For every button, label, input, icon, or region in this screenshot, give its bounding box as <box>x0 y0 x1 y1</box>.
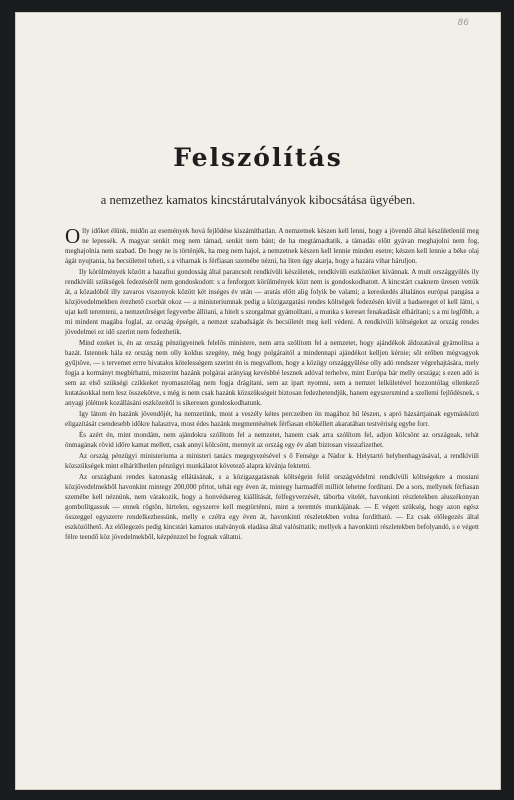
document-subtitle: a nemzethez kamatos kincstárutalványok kibocsátása ügyében. <box>100 193 416 207</box>
document-title: Felszólítás <box>173 143 343 172</box>
paragraph: Igy látom én hazánk jövendőjét, ha nemzetünk, most a veszély kétes perczeiben ön magához hű lészen, s apró házsártjainak egymásközti eligazítását csendesebb időkre halasztva, most édes hazánk megmentésének férfiasan eltökéllett akaratában testvériség egybe forr. <box>65 410 479 428</box>
paragraph: Az ország pénzügyi ministeriuma a ministeri tanács megegyezésével s ő Fensége a Nádor k. Helytartó helybenhagyásával, a rendkívüli közszükségek mint elhárítlhetlen pénzügyi munkálatot követező alapra kívánja fektetni. <box>65 452 479 470</box>
paragraph <box>65 226 479 266</box>
paragraph: És azért én, mint mondám, nem ajándokra szólítom fel a nemzetet, hanem csak arra szólítom fel, adjon kölcsönt az országnak, tehát önmagának rövid időre kamat mellett, csak annyi kölcsönt, mennyit az ország egy év alatt biztosan visszafizethet. <box>65 431 479 449</box>
paragraph: Ily körülmények között a hazafiui gondosság által parancsolt rendkívüli készületek, rendkívüli eszközöket kívánnak. A mult országgyülés ily rendkívüli szükségek fedezéséről nem gondoskodott: s a fenforgott körülmények közt nem is gondoskodhatott. A kincstárt csaknem üresen vettük át, a közadóból illy zavaros viszonyok között két inséges év után — aratás előtt alig folyik be valami; a kereskedés általános európai pangása a közjövedelmekben érezhető csorbát okoz — a ministeriumnak pedig a közigazgatási rendes költségek fedezésén kívül a hadsereget el kell látni, s ujat kell teremteni, a nemzetőrséget fegyverbe állítani, a hitelt s szorgalmat gyámolítani, a munka s kereset fenakadását elhárítani; s a mi legfőbb, a mi mindent magába foglal, az ország épségét, a nemzet szabadságát és becsületét meg kell védeni. A rendkívüli költségeket az ország rendes jövedelmei ez idő szerint nem fedezhetik. <box>65 268 479 336</box>
pencil-mark: 86 <box>457 18 469 28</box>
paragraph: Az országbani rendes katonaság ellátásának, s a közigazgatásnak költségein felül országvédelmi rendkívüli költségekre a mostani közjövedelmekből havonkint mintegy 200,000 pfrtot, tehát egy éven át, mintegy harmadfél milliót lehetne fordítani. De a sors, mellynek férfiasan szemébe kell néznünk, nem várakozik, hogy a honvédsereg kiállítását, felfegyverzését, táborba vitelét, havonkinti részletekben aluszékonyan gombolítgassuk — ennek rögtön, hirtelen, egyszerre kell megtörténni, mint a teremtés munkájának. — E végett szükség, hogy azon egész összeggel egyszerre rendelkezhessünk, melly e czélra egy éven át, havonkinti részletekben volna fordítható. — Ez csak előlegezés által eszközölhető. Az előlegezés pedig kincstári kamatos utalványok eladása által valósíttatik; mellyek a havonkinti részletekben befolyandó, s e végett félre teendő köz jövedelmekből, kézpénzzel be fognak váltatni. <box>65 473 479 541</box>
drop-cap: O <box>65 224 81 248</box>
document-page <box>15 12 501 790</box>
document-body <box>65 226 479 543</box>
paragraph-text: lly időket élünk, midőn az események hová fejlődése kiszámíthatlan. A nemzetnek készen kell lenni, hogy a jövendő által készületlenül meg ne lepessék. A magyar senkit meg nem támad, senkit nem bánt; de ha megtámadtatik, a támadás előtt gyávan meghajolni nem fog, meghajolnia nem szabad. De hogy ne is történjék, ha meg nem hajol, a nemzetnek készen kell lennie minden esetre; készen kell lennie a béke olaj ágát nyujtania, ha becsülettel teheti, s a viharnak is férfiasan szemébe nézni, ha liten úgy akarja, hogy a hazára vihar háruljon. <box>65 227 479 265</box>
paragraph: Mind ezeket is, én az ország pénzügyeinek felelős ministere, nem arra szólítom fel a nemzetet, hogy ajándékok áldozatával gyámolítsa a hazát. Istennek hála ez ország nem olly koldus szegény, még hogy polgáraitól a mindennapi ajándékot kelljen kérnie; sőt erőben mégvagyok gyűjtöve, — s tervemet errre hivatalos kötelességem szerint én is megvallom, hogy a közügy országgyűlése olly adó rendszer végrehajtására, mely fogja a kormányt megbírhatni, miszerint hazánk polgárai arányiag kevésbbé lesznek adóval terhelve, mint Európa bár melly országa; s ezen adó is sem az első szükségi czikkeket nyomasztólag nem fogja drágítani, sem az ipart nyomni, sem a nemzet lelkületével hozzontólag ellenkező kutatásokkal nem lesz összekötve, s még is nem csak hazánk közszükségeit biztosan fedezhetendjük, hanem egyszersmind a szellemi fejlődésnek, s anyagi jólétnek kozállásáni eszközeitől is sikeresen gondoskodhatunk. <box>65 339 479 407</box>
